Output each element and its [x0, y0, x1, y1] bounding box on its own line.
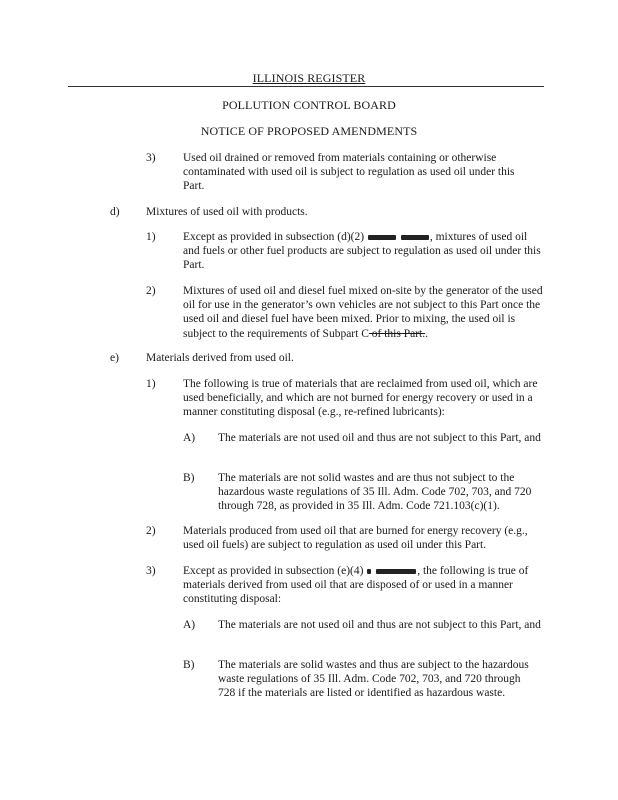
subparagraph-e3-B: The materials are solid wastes and thus are subject to the hazardous waste regulations of 35 Ill. Adm. Code 702, 703, and 720 through 728 if the materials are listed or identified as hazardous waste.	[218, 659, 529, 700]
paragraph-e1: The following is true of materials that are reclaimed from used oil, which are used beneficially, and which are not burned for energy recovery or used in a manner constituting disposal (e.g., re-refined lubricants):	[183, 378, 538, 419]
register-title: ILLINOIS REGISTER	[252, 71, 366, 85]
redaction-mark	[401, 235, 429, 240]
paragraph-label: 3)	[146, 152, 156, 164]
struck-text: of this Part.	[368, 327, 426, 340]
section-label: e)	[110, 352, 119, 364]
paragraph-label: 1)	[146, 231, 156, 243]
subparagraph-label: A)	[183, 432, 196, 444]
paragraph-d2: Mixtures of used oil and diesel fuel mixed on-site by the generator of the used oil for use in the generator’s own vehicles are not subject to this Part once the used oil and diesel fuel have been mixed. Prior to mixing, the used oil is subject to the requirements of Subpart C of this Part..	[183, 285, 543, 340]
board-title: POLLUTION CONTROL BOARD	[222, 98, 396, 112]
header-rule	[68, 86, 544, 87]
paragraph-e2: Materials produced from used oil that are burned for energy recovery (e.g., used oil fuels) are subject to regulation as used oil under this Part.	[183, 525, 528, 552]
subparagraph-e1-A: The materials are not used oil and thus are not subject to this Part, and	[218, 432, 541, 444]
paragraph-e3: Except as provided in subsection (e)(4) , the following is true of materials derived from used oil that are disposed of or used in a manner constituting disposal:	[183, 565, 529, 606]
paragraph-label: 2)	[146, 525, 156, 537]
section-label: d)	[110, 206, 120, 218]
section-d-heading: Mixtures of used oil with products.	[146, 206, 308, 218]
section-e-heading: Materials derived from used oil.	[146, 352, 294, 364]
subparagraph-e1-B: The materials are not solid wastes and are thus not subject to the hazardous waste regulations of 35 Ill. Adm. Code 702, 703, and 720 through 728, as provided in 35 Ill. Adm. Code 721.103(c)(1).	[218, 472, 532, 513]
paragraph-label: 2)	[146, 285, 156, 297]
redaction-mark	[368, 235, 396, 240]
redaction-mark	[367, 569, 371, 574]
subparagraph-label: B)	[183, 659, 195, 671]
paragraph-d1: Except as provided in subsection (d)(2) , mixtures of used oil and fuels or other fuel products are subject to regulation as used oil under this Part.	[183, 231, 541, 272]
subparagraph-e3-A: The materials are not used oil and thus are not subject to this Part, and	[218, 619, 541, 631]
paragraph-c3: Used oil drained or removed from materials containing or otherwise contaminated with used oil is subject to regulation as used oil under this Part.	[183, 152, 515, 193]
subparagraph-label: B)	[183, 472, 195, 484]
redaction-mark	[376, 569, 416, 574]
paragraph-label: 1)	[146, 378, 156, 390]
notice-title: NOTICE OF PROPOSED AMENDMENTS	[200, 124, 418, 138]
paragraph-label: 3)	[146, 565, 156, 577]
subparagraph-label: A)	[183, 619, 196, 631]
